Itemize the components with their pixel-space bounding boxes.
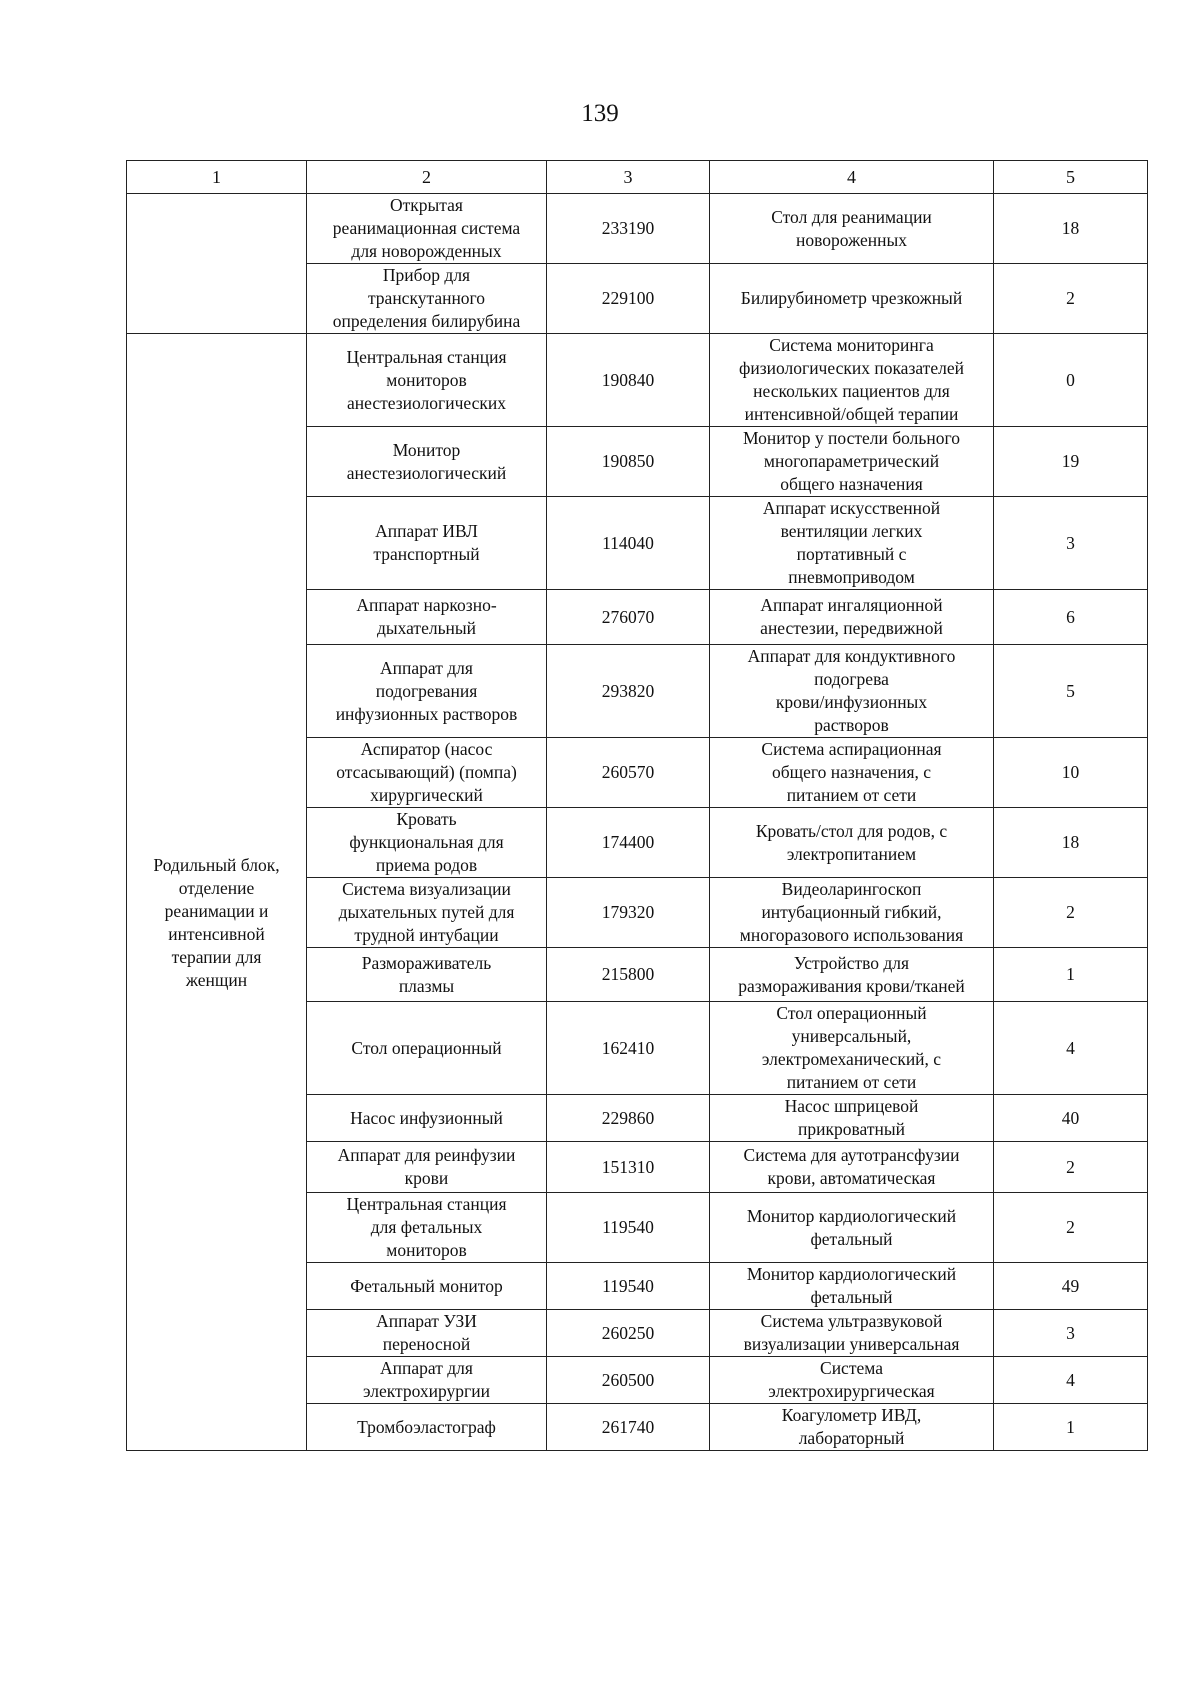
equipment-type-cell: Коагулометр ИВД, лабораторный bbox=[710, 1404, 994, 1451]
equipment-type-cell: Аппарат ингаляционной анестезии, передвижной bbox=[710, 590, 994, 645]
equipment-code-cell: 260570 bbox=[547, 738, 710, 808]
table-row bbox=[127, 334, 1148, 427]
equipment-name-cell: Аппарат наркозно- дыхательный bbox=[307, 590, 547, 645]
equipment-code-cell: 151310 bbox=[547, 1142, 710, 1193]
department-cell: Родильный блок, отделение реанимации и интенсивной терапии для женщин bbox=[127, 334, 307, 1451]
equipment-name-cell: Аппарат для электрохирургии bbox=[307, 1357, 547, 1404]
equipment-code-cell: 162410 bbox=[547, 1002, 710, 1095]
equipment-name-cell: Открытая реанимационная система для новорожденных bbox=[307, 194, 547, 264]
equipment-code-cell: 215800 bbox=[547, 948, 710, 1002]
header-col-5: 5 bbox=[994, 161, 1148, 194]
equipment-name-cell: Центральная станция мониторов анестезиологических bbox=[307, 334, 547, 427]
equipment-quantity-cell: 0 bbox=[994, 334, 1148, 427]
equipment-type-cell: Монитор кардиологический фетальный bbox=[710, 1263, 994, 1310]
equipment-type-cell: Аппарат для кондуктивного подогрева крови/инфузионных растворов bbox=[710, 645, 994, 738]
equipment-type-cell: Система для аутотрансфузии крови, автоматическая bbox=[710, 1142, 994, 1193]
equipment-code-cell: 260250 bbox=[547, 1310, 710, 1357]
header-col-4: 4 bbox=[710, 161, 994, 194]
equipment-quantity-cell: 18 bbox=[994, 808, 1148, 878]
table-row bbox=[127, 194, 1148, 264]
equipment-type-cell: Монитор у постели больного многопараметрический общего назначения bbox=[710, 427, 994, 497]
equipment-quantity-cell: 2 bbox=[994, 878, 1148, 948]
equipment-quantity-cell: 1 bbox=[994, 948, 1148, 1002]
equipment-name-cell: Кровать функциональная для приема родов bbox=[307, 808, 547, 878]
equipment-type-cell: Система ультразвуковой визуализации универсальная bbox=[710, 1310, 994, 1357]
equipment-name-cell: Стол операционный bbox=[307, 1002, 547, 1095]
equipment-name-cell: Размораживатель плазмы bbox=[307, 948, 547, 1002]
equipment-type-cell: Устройство для размораживания крови/тканей bbox=[710, 948, 994, 1002]
header-col-3: 3 bbox=[547, 161, 710, 194]
equipment-code-cell: 174400 bbox=[547, 808, 710, 878]
equipment-code-cell: 114040 bbox=[547, 497, 710, 590]
equipment-quantity-cell: 10 bbox=[994, 738, 1148, 808]
equipment-name-cell: Система визуализации дыхательных путей для трудной интубации bbox=[307, 878, 547, 948]
equipment-quantity-cell: 4 bbox=[994, 1002, 1148, 1095]
equipment-code-cell: 190850 bbox=[547, 427, 710, 497]
equipment-name-cell: Прибор для транскутанного определения билирубина bbox=[307, 264, 547, 334]
equipment-quantity-cell: 40 bbox=[994, 1095, 1148, 1142]
equipment-quantity-cell: 2 bbox=[994, 264, 1148, 334]
equipment-type-cell: Стол для реанимации новороженных bbox=[710, 194, 994, 264]
equipment-name-cell: Фетальный монитор bbox=[307, 1263, 547, 1310]
table-body bbox=[127, 194, 1148, 1451]
equipment-code-cell: 179320 bbox=[547, 878, 710, 948]
equipment-quantity-cell: 4 bbox=[994, 1357, 1148, 1404]
equipment-name-cell: Аппарат УЗИ переносной bbox=[307, 1310, 547, 1357]
page-number: 139 bbox=[581, 100, 619, 127]
equipment-type-cell: Насос шприцевой прикроватный bbox=[710, 1095, 994, 1142]
equipment-type-cell: Система мониторинга физиологических показателей нескольких пациентов для интенсивной/общей терапии bbox=[710, 334, 994, 427]
equipment-quantity-cell: 2 bbox=[994, 1193, 1148, 1263]
equipment-code-cell: 260500 bbox=[547, 1357, 710, 1404]
equipment-name-cell: Центральная станция для фетальных мониторов bbox=[307, 1193, 547, 1263]
equipment-name-cell: Насос инфузионный bbox=[307, 1095, 547, 1142]
header-col-1: 1 bbox=[127, 161, 307, 194]
equipment-code-cell: 276070 bbox=[547, 590, 710, 645]
equipment-name-cell: Аппарат для реинфузии крови bbox=[307, 1142, 547, 1193]
equipment-quantity-cell: 3 bbox=[994, 497, 1148, 590]
equipment-type-cell: Стол операционный универсальный, электромеханический, с питанием от сети bbox=[710, 1002, 994, 1095]
header-col-2: 2 bbox=[307, 161, 547, 194]
equipment-type-cell: Монитор кардиологический фетальный bbox=[710, 1193, 994, 1263]
equipment-code-cell: 293820 bbox=[547, 645, 710, 738]
equipment-quantity-cell: 19 bbox=[994, 427, 1148, 497]
equipment-quantity-cell: 6 bbox=[994, 590, 1148, 645]
equipment-name-cell: Аппарат ИВЛ транспортный bbox=[307, 497, 547, 590]
equipment-quantity-cell: 18 bbox=[994, 194, 1148, 264]
equipment-name-cell: Монитор анестезиологический bbox=[307, 427, 547, 497]
equipment-table bbox=[126, 160, 1148, 1451]
equipment-quantity-cell: 2 bbox=[994, 1142, 1148, 1193]
equipment-type-cell: Система аспирационная общего назначения, с питанием от сети bbox=[710, 738, 994, 808]
department-cell-continued bbox=[127, 194, 307, 334]
equipment-code-cell: 190840 bbox=[547, 334, 710, 427]
table-header-row bbox=[127, 161, 1148, 194]
equipment-name-cell: Аспиратор (насос отсасывающий) (помпа) хирургический bbox=[307, 738, 547, 808]
equipment-code-cell: 119540 bbox=[547, 1193, 710, 1263]
equipment-code-cell: 261740 bbox=[547, 1404, 710, 1451]
equipment-type-cell: Кровать/стол для родов, с электропитанием bbox=[710, 808, 994, 878]
equipment-type-cell: Система электрохирургическая bbox=[710, 1357, 994, 1404]
equipment-quantity-cell: 5 bbox=[994, 645, 1148, 738]
equipment-code-cell: 119540 bbox=[547, 1263, 710, 1310]
equipment-code-cell: 229100 bbox=[547, 264, 710, 334]
equipment-type-cell: Видеоларингоскоп интубационный гибкий, многоразового использования bbox=[710, 878, 994, 948]
equipment-quantity-cell: 3 bbox=[994, 1310, 1148, 1357]
equipment-quantity-cell: 1 bbox=[994, 1404, 1148, 1451]
equipment-name-cell: Тромбоэластограф bbox=[307, 1404, 547, 1451]
equipment-quantity-cell: 49 bbox=[994, 1263, 1148, 1310]
equipment-type-cell: Билирубинометр чрезкожный bbox=[710, 264, 994, 334]
equipment-name-cell: Аппарат для подогревания инфузионных растворов bbox=[307, 645, 547, 738]
equipment-code-cell: 233190 bbox=[547, 194, 710, 264]
equipment-code-cell: 229860 bbox=[547, 1095, 710, 1142]
equipment-type-cell: Аппарат искусственной вентиляции легких портативный с пневмоприводом bbox=[710, 497, 994, 590]
